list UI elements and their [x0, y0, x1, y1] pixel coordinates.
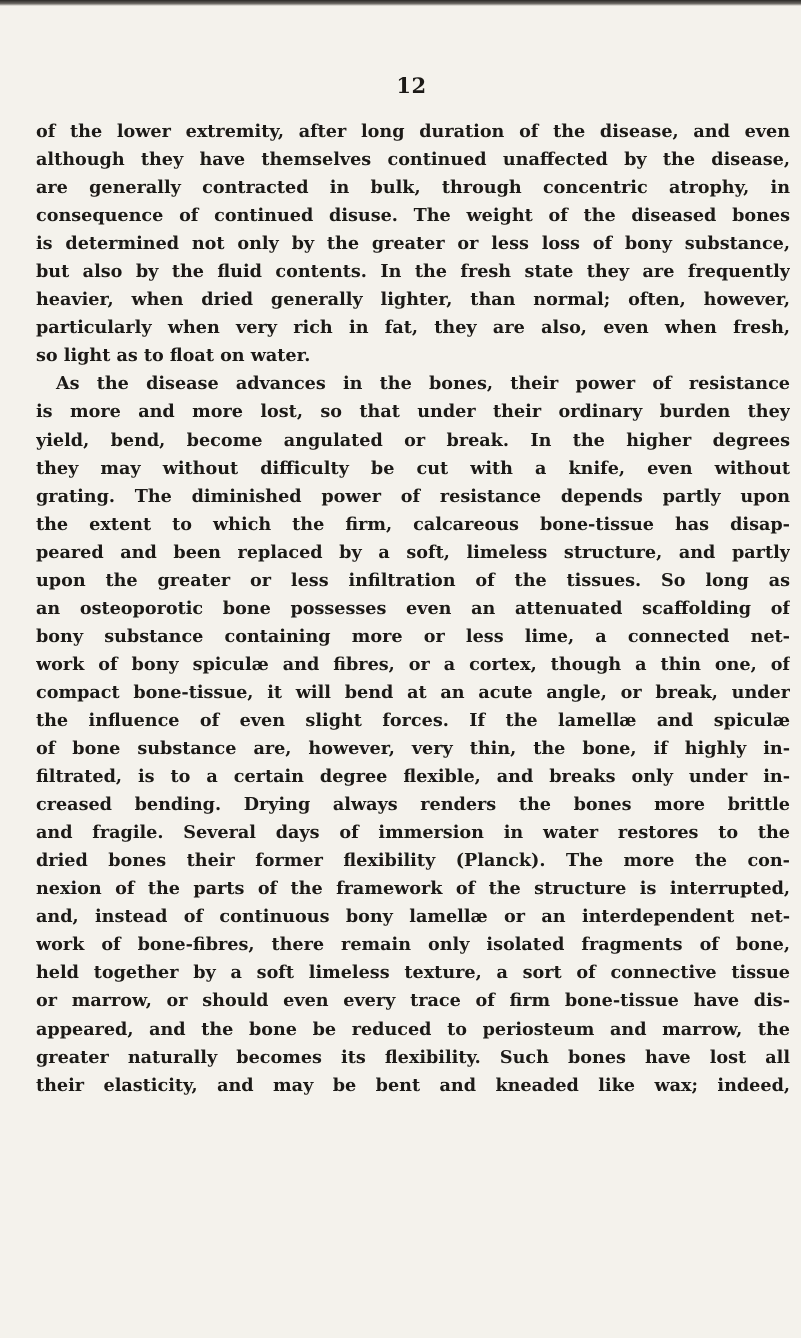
text-line: an osteoporotic bone possesses even an attenuated scaffolding of — [36, 597, 790, 619]
text-line: heavier, when dried generally lighter, than normal; often, however, — [36, 289, 790, 311]
text-line: particularly when very rich in fat, they are also, even when fresh, — [36, 317, 790, 339]
text-line: appeared, and the bone be reduced to periosteum and marrow, the — [36, 1018, 790, 1040]
text-line: work of bone-fibres, there remain only isolated fragments of bone, — [36, 934, 790, 956]
text-line: grating. The diminished power of resistance depends partly upon — [36, 485, 790, 507]
text-line: and, instead of continuous bony lamellæ or an interdependent net- — [36, 906, 790, 928]
text-line: work of bony spiculæ and fibres, or a cortex, though a thin one, of — [36, 653, 790, 675]
text-line: greater naturally becomes its flexibility. Such bones have lost all — [36, 1046, 790, 1068]
text-line: their elasticity, and may be bent and kneaded like wax; indeed, — [36, 1074, 790, 1096]
page-top-edge — [0, 0, 801, 6]
body-text — [36, 118, 790, 1100]
text-line: although they have themselves continued unaffected by the disease, — [36, 149, 790, 171]
text-line: is determined not only by the greater or less loss of bony substance, — [36, 233, 790, 255]
text-line: creased bending. Drying always renders the bones more brittle — [36, 794, 790, 816]
text-line: of the lower extremity, after long duration of the disease, and even — [36, 121, 790, 142]
text-line: As the disease advances in the bones, their power of resistance — [56, 373, 790, 395]
text-line: held together by a soft limeless texture, a sort of connective tissue — [36, 962, 790, 984]
text-line: the extent to which the firm, calcareous bone-tissue has disap- — [36, 513, 790, 535]
text-line: is more and more lost, so that under their ordinary burden they — [36, 401, 790, 423]
text-line: yield, bend, become angulated or break. In the higher degrees — [36, 429, 790, 451]
text-line: they may without difficulty be cut with a knife, even without — [36, 457, 790, 479]
text-line: the influence of even slight forces. If the lamellæ and spiculæ — [36, 709, 790, 731]
text-line: peared and been replaced by a soft, limeless structure, and partly — [36, 541, 790, 563]
text-line: nexion of the parts of the framework of the structure is interrupted, — [36, 878, 790, 900]
text-line: but also by the fluid contents. In the fresh state they are frequently — [36, 261, 790, 283]
text-line: bony substance containing more or less lime, a connected net- — [36, 625, 790, 647]
text-line: are generally contracted in bulk, through concentric atrophy, in — [36, 177, 790, 199]
text-line: consequence of continued disuse. The weight of the diseased bones — [36, 205, 790, 227]
text-line: dried bones their former flexibility (Planck). The more the con- — [36, 850, 790, 872]
text-line: and fragile. Several days of immersion in water restores to the — [36, 822, 790, 844]
text-line: filtrated, is to a certain degree flexible, and breaks only under in- — [36, 766, 790, 788]
text-line: or marrow, or should even every trace of firm bone-tissue have dis- — [36, 990, 790, 1012]
text-line: of bone substance are, however, very thin, the bone, if highly in- — [36, 738, 790, 760]
page-number: 12 — [396, 73, 427, 98]
text-line: compact bone-tissue, it will bend at an acute angle, or break, under — [36, 681, 790, 703]
text-line: upon the greater or less infiltration of the tissues. So long as — [36, 569, 790, 591]
text-line: so light as to float on water. — [36, 345, 311, 367]
